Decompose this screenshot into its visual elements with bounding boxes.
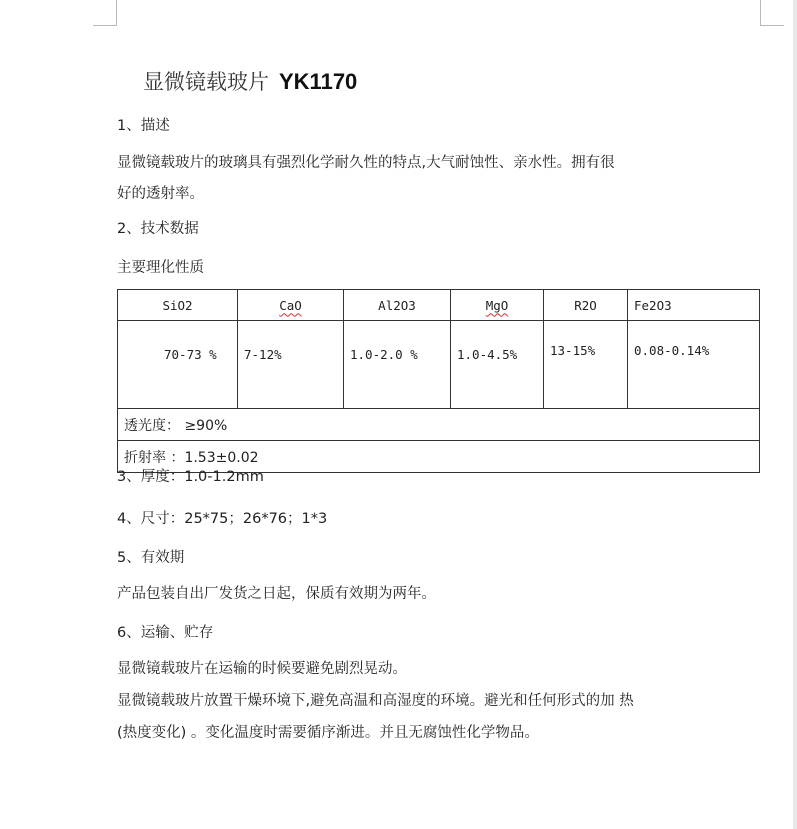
crop-mark-top-right — [760, 0, 761, 25]
header-cao: CaO — [279, 297, 302, 313]
section-1-body-line-1: 显微镜载玻片的玻璃具有强烈化学耐久性的特点,大气耐蚀性、亲水性。拥有很 — [117, 155, 615, 171]
title-product-name: 显微镜载玻片 — [143, 70, 269, 94]
header-mgo: MgO — [485, 297, 509, 313]
table-transmittance-row — [118, 409, 760, 441]
section-2-heading: 2、技术数据 — [117, 221, 199, 237]
section-6-body-line-1: 显微镜载玻片在运输的时候要避免剧烈晃动。 — [117, 661, 407, 677]
crop-mark-top-right-h — [760, 25, 784, 26]
value-fe2o3: 0.08-0.14% — [628, 321, 760, 409]
value-al2o3: 1.0-2.0 % — [344, 321, 451, 409]
header-cao-cell — [238, 290, 344, 321]
page-edge — [793, 0, 797, 829]
value-cao: 7-12% — [238, 321, 344, 409]
header-r2o: R2O — [544, 290, 628, 321]
properties-table — [117, 289, 760, 473]
title-product-code: YK1170 — [279, 69, 358, 94]
value-sio2: 70-73 % — [118, 321, 238, 409]
section-6-heading: 6、运输、贮存 — [117, 625, 214, 641]
crop-mark-top-left — [116, 0, 117, 25]
header-fe2o3: Fe2O3 — [628, 290, 760, 321]
value-r2o: 13-15% — [544, 321, 628, 409]
section-2-subheading: 主要理化性质 — [117, 260, 204, 276]
section-3-thickness: 3、厚度：1.0-1.2mm — [117, 469, 264, 485]
section-6-body-line-2: 显微镜载玻片放置干燥环境下,避免高温和高湿度的环境。避光和任何形式的加 热 — [117, 693, 634, 709]
page-title — [143, 66, 357, 100]
transmittance-value: 透光度： ≥90% — [118, 409, 760, 441]
header-sio2: SiO2 — [118, 290, 238, 321]
section-6-body-line-3: (热度变化) 。变化温度时需要循序渐进。并且无腐蚀性化学物品。 — [117, 725, 539, 741]
refractive-index-value: 折射率 ：1.53±0.02 — [118, 441, 760, 473]
crop-mark-top-left-h — [93, 25, 117, 26]
section-5-body: 产品包装自出厂发货之日起，保质有效期为两年。 — [117, 586, 436, 602]
section-1-body-line-2: 好的透射率。 — [117, 186, 204, 202]
section-5-heading: 5、有效期 — [117, 550, 185, 566]
section-4-size: 4、尺寸：25*75；26*76；1*3 — [117, 511, 328, 527]
table-values-row — [118, 321, 760, 409]
header-al2o3: Al2O3 — [344, 290, 451, 321]
table-header-row — [118, 290, 760, 321]
header-mgo-cell — [451, 290, 544, 321]
value-mgo: 1.0-4.5% — [451, 321, 544, 409]
section-1-heading: 1、描述 — [117, 118, 170, 134]
